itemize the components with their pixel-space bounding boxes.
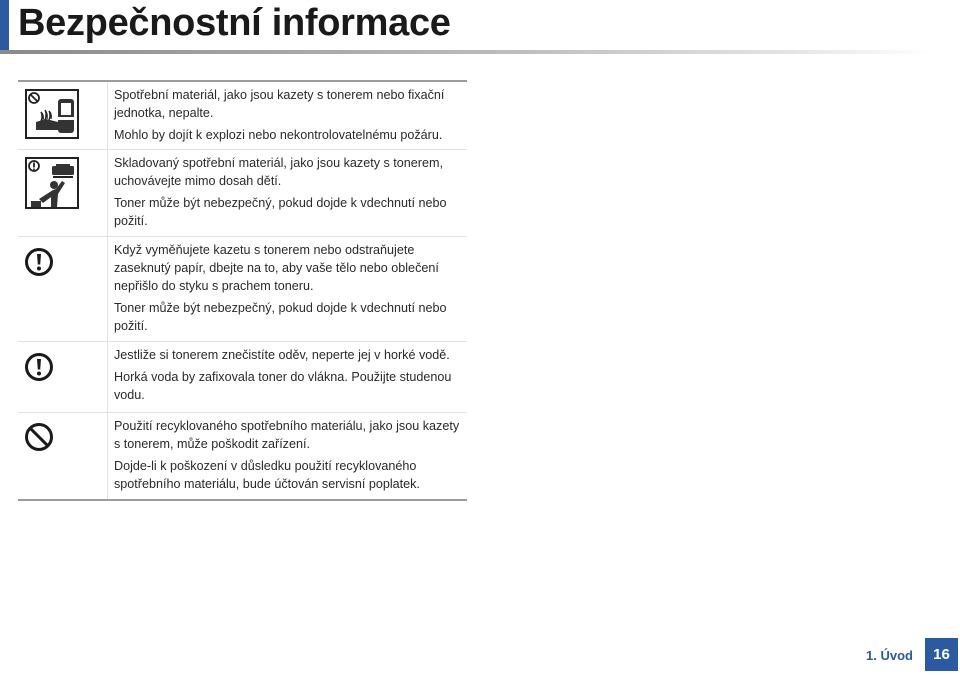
safety-row (18, 412, 467, 499)
row-paragraph: Horká voda by zafixovala toner do vlákna. Použijte studenou vodu. (114, 370, 452, 402)
title-rule (0, 50, 930, 54)
row-paragraph: Mohlo by dojít k explozi nebo nekontrolovatelnému požáru. (114, 128, 443, 142)
text-cell (108, 413, 467, 499)
text-cell (108, 150, 467, 236)
row-paragraph: Skladovaný spotřební materiál, jako jsou kazety s tonerem, uchovávejte mimo dosah dětí. (114, 156, 443, 188)
safety-row (18, 236, 467, 341)
icon-cell (18, 413, 108, 499)
icon-cell (18, 237, 108, 341)
warning-exclamation-icon (24, 352, 54, 382)
safety-row (18, 149, 467, 236)
row-paragraph: Toner může být nebezpečný, pokud dojde k vdechnutí nebo požití. (114, 196, 447, 228)
text-cell (108, 82, 467, 149)
row-paragraph: Toner může být nebezpečný, pokud dojde k vdechnutí nebo požití. (114, 301, 447, 333)
keep-away-from-children-icon (25, 157, 79, 209)
row-paragraph: Spotřební materiál, jako jsou kazety s tonerem nebo fixační jednotka, nepalte. (114, 88, 445, 120)
text-cell (108, 342, 467, 412)
page-title: Bezpečnostní informace (18, 2, 451, 44)
footer-section-link[interactable]: 1. Úvod (866, 648, 913, 663)
safety-table (18, 80, 467, 501)
icon-cell (18, 150, 108, 236)
row-paragraph: Použití recyklovaného spotřebního materiálu, jako jsou kazety s tonerem, může poškodit zařízení. (114, 419, 460, 451)
page-number-badge: 16 (925, 638, 958, 671)
safety-row (18, 341, 467, 412)
text-cell (108, 237, 467, 341)
row-paragraph: Když vyměňujete kazetu s tonerem nebo odstraňujete zaseknutý papír, dbejte na to, aby vaše tělo nebo oblečení nepřišlo do styku s prachem toneru. (114, 243, 439, 293)
safety-row (18, 82, 467, 149)
prohibited-icon (24, 422, 54, 452)
icon-cell (18, 82, 108, 149)
warning-exclamation-icon (24, 247, 54, 277)
title-accent-bar (0, 0, 9, 52)
row-paragraph: Dojde-li k poškození v důsledku použití recyklovaného spotřebního materiálu, bude účtován servisní poplatek. (114, 459, 420, 491)
no-fire-printer-icon (25, 89, 79, 139)
row-paragraph: Jestliže si tonerem znečistíte oděv, neperte jej v horké vodě. (114, 348, 450, 362)
icon-cell (18, 342, 108, 412)
